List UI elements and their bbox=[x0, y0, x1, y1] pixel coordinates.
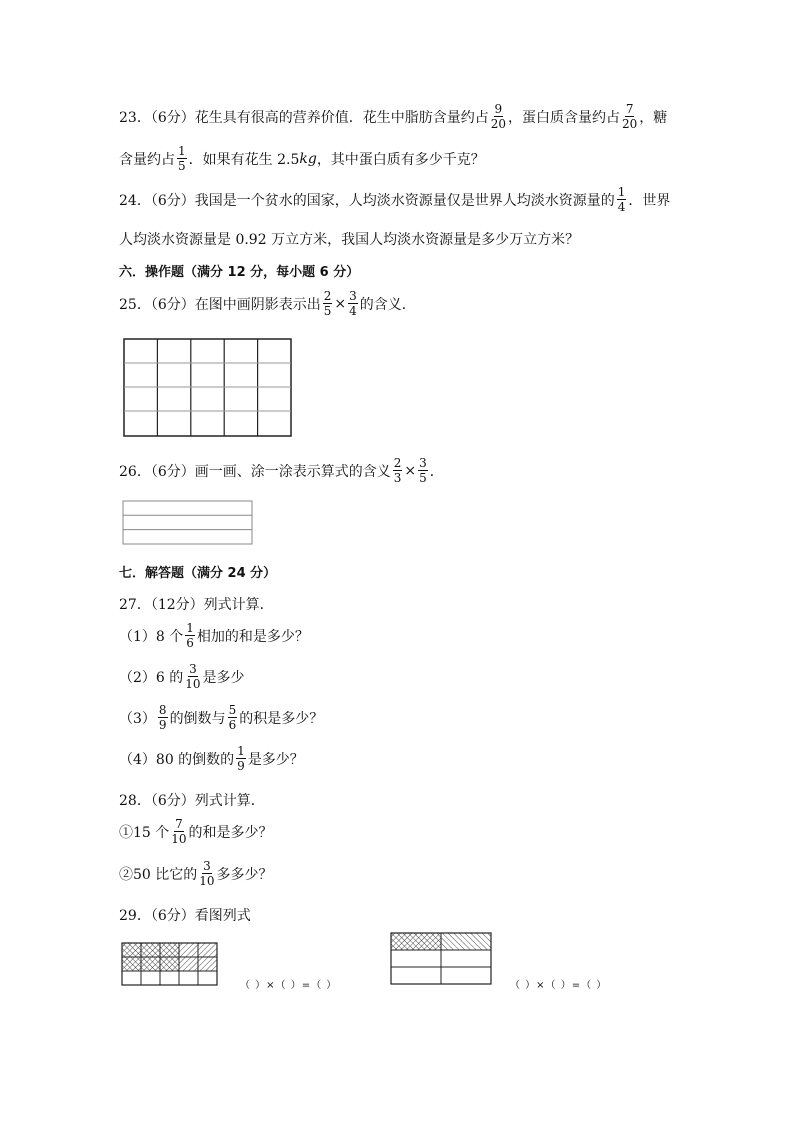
q28-part2 bbox=[119, 860, 273, 887]
fraction: $\frac{2}{3}$ bbox=[393, 456, 402, 485]
q24-text: ．世界 bbox=[628, 192, 671, 209]
q27-text: 是多少 bbox=[202, 669, 245, 686]
section-heading-7: 七．解答题（满分 24 分） bbox=[119, 566, 277, 581]
q23-text: ，其中蛋白质有多少千克？ bbox=[316, 151, 485, 168]
q28-text: 的和是多少？ bbox=[188, 824, 273, 841]
q28-part1 bbox=[119, 818, 273, 845]
times-sign: × bbox=[334, 295, 347, 312]
fraction: $\frac{3}{5}$ bbox=[419, 456, 427, 485]
q27-part1 bbox=[119, 622, 309, 649]
q27-part3 bbox=[119, 704, 323, 731]
q27-text: （2）6 的 bbox=[119, 669, 184, 686]
q23-line2 bbox=[119, 145, 485, 172]
q27-text: 的积是多少？ bbox=[239, 710, 324, 727]
fraction: $\frac{3}{10}$ bbox=[185, 662, 201, 691]
q27-text: 相加的和是多少？ bbox=[196, 628, 309, 645]
q24-text: 24．（6分）我国是一个贫水的国家，人均淡水资源量仅是世界人均淡水资源量的 bbox=[119, 192, 615, 209]
fraction: $\frac{9}{20}$ bbox=[490, 102, 507, 131]
q23-text: ，糖 bbox=[639, 109, 668, 126]
fraction: $\frac{8}{9}$ bbox=[158, 703, 167, 732]
fraction: $\frac{3}{10}$ bbox=[199, 859, 215, 888]
fraction: $\frac{1}{6}$ bbox=[186, 621, 194, 650]
q26-text: 26．（6分）画一画、涂一涂表示算式的含义 bbox=[119, 463, 391, 480]
q25-grid-figure bbox=[123, 338, 293, 438]
q23-text: 23．（6分）花生具有很高的营养价值．花生中脂肪含量约占 bbox=[119, 109, 489, 126]
q29-answer-blank-2[interactable]: （ ）×（ ）=（ ） bbox=[510, 980, 608, 991]
q23-text: 含量约占 bbox=[119, 151, 175, 168]
fraction: $\frac{2}{5}$ bbox=[323, 289, 332, 318]
q29-title: 29．（6分）看图列式 bbox=[119, 908, 251, 924]
q27-text: 的倒数与 bbox=[169, 710, 226, 727]
q27-text: （1）8 个 bbox=[119, 628, 184, 645]
q27-text: （3） bbox=[119, 710, 156, 727]
fraction: $\frac{1}{5}$ bbox=[178, 144, 186, 173]
q25-text: 25．（6分）在图中画阴影表示出 bbox=[119, 296, 321, 313]
q29-figure-left bbox=[121, 942, 219, 986]
q28-text: ②50 比它的 bbox=[119, 866, 198, 883]
q26-text: ． bbox=[429, 463, 444, 480]
fraction: $\frac{7}{20}$ bbox=[622, 102, 638, 131]
q25-text: 的含义． bbox=[359, 296, 416, 313]
q27-text: 是多少？ bbox=[247, 751, 304, 768]
fraction: $\frac{1}{4}$ bbox=[617, 185, 626, 214]
fraction: $\frac{5}{6}$ bbox=[228, 703, 237, 732]
section-heading-6: 六．操作题（满分 12 分，每小题 6 分） bbox=[119, 265, 360, 280]
q28-title: 28．（6分）列式计算． bbox=[119, 793, 265, 809]
q29-answer-blank-1[interactable]: （ ）×（ ）=（ ） bbox=[240, 980, 338, 991]
q27-part4 bbox=[119, 745, 304, 772]
q23-line1 bbox=[119, 103, 667, 130]
fraction: $\frac{3}{4}$ bbox=[349, 289, 357, 318]
q29-figure-right bbox=[390, 932, 493, 986]
q26-rectangle-figure bbox=[122, 500, 254, 546]
q26-line bbox=[119, 457, 444, 484]
q27-title: 27．（12分）列式计算． bbox=[119, 597, 274, 613]
q24-line1 bbox=[119, 186, 670, 213]
q28-text: ①15 个 bbox=[119, 824, 170, 841]
fraction: $\frac{1}{9}$ bbox=[237, 744, 245, 773]
q25-line bbox=[119, 290, 416, 317]
q24-line2: 人均淡水资源量是 0.92 万立方米，我国人均淡水资源量是多少万立方米？ bbox=[119, 232, 580, 248]
q23-text: ，蛋白质含量约占 bbox=[508, 109, 621, 126]
q23-text: ．如果有花生 2.5 bbox=[188, 151, 300, 168]
times-sign: × bbox=[404, 462, 417, 479]
q27-part2 bbox=[119, 663, 245, 690]
q28-text: 多多少？ bbox=[216, 866, 273, 883]
unit-kg: kg bbox=[299, 150, 317, 167]
q27-text: （4）80 的倒数的 bbox=[119, 751, 235, 768]
fraction: $\frac{7}{10}$ bbox=[171, 817, 187, 846]
